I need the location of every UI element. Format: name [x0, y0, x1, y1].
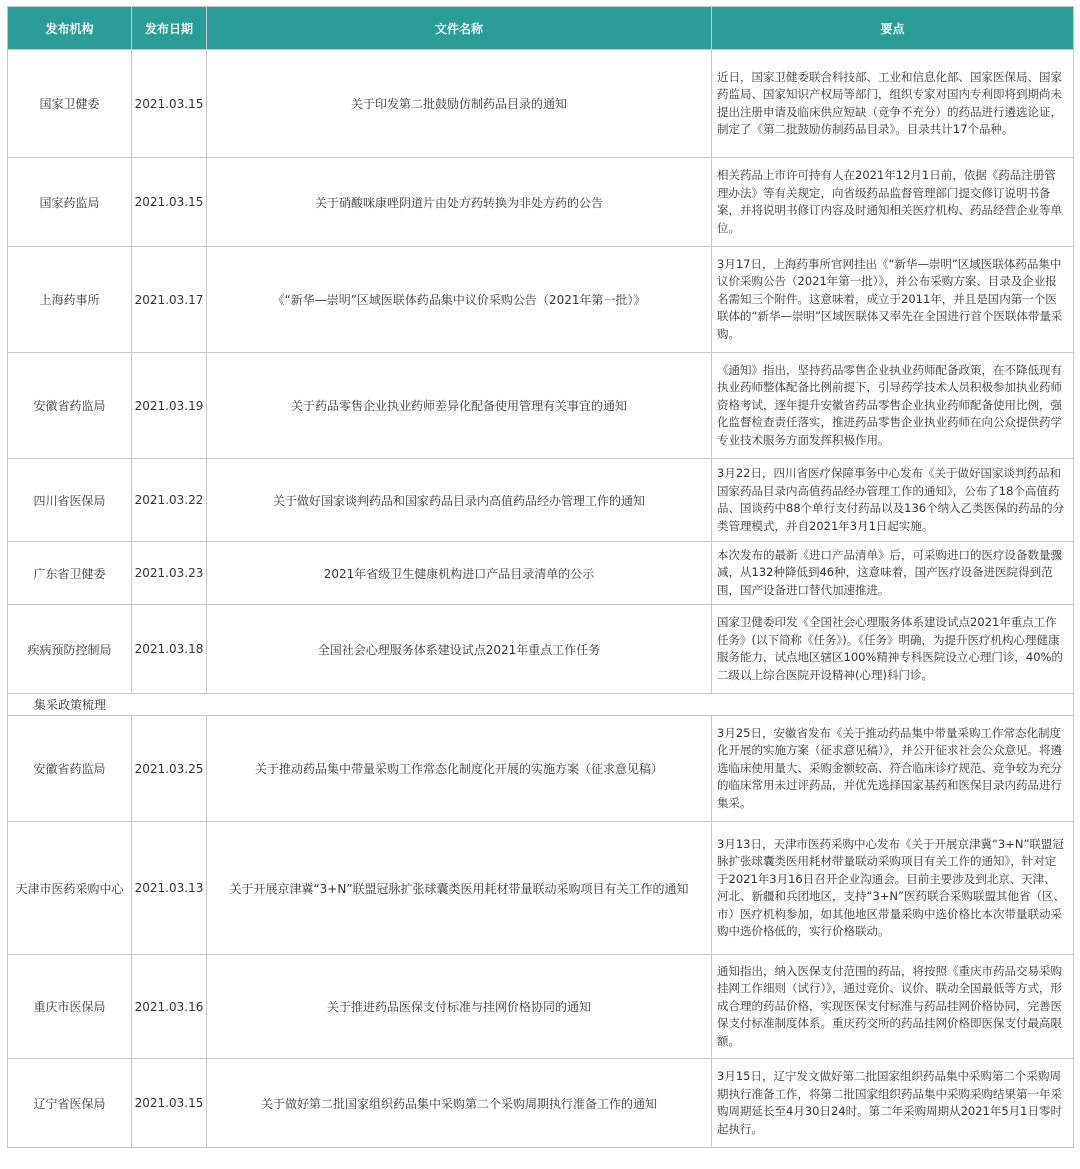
table-row	[8, 50, 1074, 158]
cell-title: 全国社会心理服务体系建设试点2021年重点工作任务	[207, 605, 712, 694]
section-row	[8, 694, 1074, 716]
cell-org: 天津市医药采购中心	[8, 822, 132, 955]
table-row	[8, 605, 1074, 694]
cell-org: 国家药监局	[8, 158, 132, 247]
cell-date: 2021.03.17	[132, 247, 207, 353]
cell-date: 2021.03.13	[132, 822, 207, 955]
cell-org: 辽宁省医保局	[8, 1059, 132, 1148]
cell-date: 2021.03.15	[132, 158, 207, 247]
cell-org: 安徽省药监局	[8, 716, 132, 822]
header-org: 发布机构	[8, 7, 132, 50]
table-row	[8, 1059, 1074, 1148]
cell-date: 2021.03.15	[132, 50, 207, 158]
table-header-row	[8, 7, 1074, 50]
cell-title: 关于做好第二批国家组织药品集中采购第二个采购周期执行准备工作的通知	[207, 1059, 712, 1148]
cell-date: 2021.03.15	[132, 1059, 207, 1148]
cell-org: 国家卫健委	[8, 50, 132, 158]
cell-date: 2021.03.19	[132, 353, 207, 459]
cell-title: 关于印发第二批鼓励仿制药品目录的通知	[207, 50, 712, 158]
cell-points: 3月13日，天津市医药采购中心发布《关于开展京津冀“3+N”联盟冠脉扩张球囊类医用耗材带量联动采购项目有关工作的通知》，针对定于2021年3月16日召开企业沟通会。目前主要涉及到北京、天津、河北、新疆和兵团地区，支持“3+N”医药联合采购联盟其他省（区、市）医疗机构参加，如其他地区带量采购中选价格比本次带量联动采购中选价格低的，实行价格联动。	[712, 822, 1074, 955]
cell-date: 2021.03.25	[132, 716, 207, 822]
table-row	[8, 247, 1074, 353]
cell-points: 3月25日，安徽省发布《关于推动药品集中带量采购工作常态化制度化开展的实施方案（征求意见稿）》，并公开征求社会公众意见。将遴选临床使用量大、采购金额较高、符合临床诊疗规范、竞争较为充分的临床常用未过评药品，并优先选择国家基药和医保目录内药品进行集采。	[712, 716, 1074, 822]
cell-title: 关于做好国家谈判药品和国家药品目录内高值药品经办管理工作的通知	[207, 459, 712, 542]
table-row	[8, 716, 1074, 822]
table-row	[8, 158, 1074, 247]
cell-org: 安徽省药监局	[8, 353, 132, 459]
header-title: 文件名称	[207, 7, 712, 50]
table-row	[8, 353, 1074, 459]
cell-points: 近日，国家卫健委联合科技部、工业和信息化部、国家医保局、国家药监局、国家知识产权局等部门，组织专家对国内专利即将到期尚未提出注册申请及临床供应短缺（竞争不充分）的药品进行遴选论证，制定了《第二批鼓励仿制药品目录》。目录共计17个品种。	[712, 50, 1074, 158]
cell-title: 关于开展京津冀“3+N”联盟冠脉扩张球囊类医用耗材带量联动采购项目有关工作的通知	[207, 822, 712, 955]
table-row	[8, 822, 1074, 955]
table-row	[8, 459, 1074, 542]
cell-date: 2021.03.23	[132, 542, 207, 605]
cell-date: 2021.03.18	[132, 605, 207, 694]
table-row	[8, 955, 1074, 1059]
cell-title: 《“新华—崇明”区域医联体药品集中议价采购公告（2021年第一批）》	[207, 247, 712, 353]
cell-title: 关于推进药品医保支付标准与挂网价格协同的通知	[207, 955, 712, 1059]
policy-table-container	[7, 6, 1073, 1148]
cell-date: 2021.03.16	[132, 955, 207, 1059]
cell-points: 3月17日，上海药事所官网挂出《“新华—崇明”区域医联体药品集中议价采购公告（2021年第一批）》，并公布采购方案、目录及企业报名需知三个附件。这意味着，成立于2011年，并且是国内第一个医联体的“新华—崇明”区域医联体又率先在全国进行首个医联体带量采购。	[712, 247, 1074, 353]
cell-title: 关于药品零售企业执业药师差异化配备使用管理有关事宜的通知	[207, 353, 712, 459]
cell-title: 2021年省级卫生健康机构进口产品目录清单的公示	[207, 542, 712, 605]
cell-title: 关于硝酸咪康唑阴道片由处方药转换为非处方药的公告	[207, 158, 712, 247]
header-date: 发布日期	[132, 7, 207, 50]
cell-date: 2021.03.22	[132, 459, 207, 542]
cell-org: 上海药事所	[8, 247, 132, 353]
cell-org: 广东省卫健委	[8, 542, 132, 605]
cell-points: 国家卫健委印发《全国社会心理服务体系建设试点2021年重点工作任务》(以下简称《任务》)。《任务》明确，为提升医疗机构心理健康服务能力，试点地区辖区100%精神专科医院设立心理门诊，40%的二级以上综合医院开设精神(心理)科门诊。	[712, 605, 1074, 694]
cell-points: 3月22日，四川省医疗保障事务中心发布《关于做好国家谈判药品和国家药品目录内高值药品经办管理工作的通知》，公布了18个高值药品、国谈药中88个单行支付药品以及136个纳入乙类医保的药品的分类管理模式，并自2021年3月1日起实施。	[712, 459, 1074, 542]
cell-points: 通知指出，纳入医保支付范围的药品，将按照《重庆市药品交易采购挂网工作细则（试行）》，通过竞价、议价、联动全国最低等方式，形成合理的药品价格，实现医保支付标准与药品挂网价格协同，完善医保支付标准制度体系。重庆药交所的药品挂网价格即医保支付最高限额。	[712, 955, 1074, 1059]
cell-points: 本次发布的最新《进口产品清单》后，可采购进口的医疗设备数量骤减，从132种降低到46种，这意味着，国产医疗设备进医院得到范围，国产设备进口替代加速推进。	[712, 542, 1074, 605]
policy-table	[7, 6, 1074, 1148]
section-label: 集采政策梳理	[8, 694, 1074, 716]
header-points: 要点	[712, 7, 1074, 50]
cell-org: 四川省医保局	[8, 459, 132, 542]
cell-org: 重庆市医保局	[8, 955, 132, 1059]
cell-points: 《通知》指出，坚持药品零售企业执业药师配备政策，在不降低现有执业药师整体配备比例前提下，引导药学技术人员积极参加执业药师资格考试，逐年提升安徽省药品零售企业执业药师配备使用比例，强化监督检查责任落实，推进药品零售企业执业药师在向公众提供药学专业技术服务方面发挥积极作用。	[712, 353, 1074, 459]
table-row	[8, 542, 1074, 605]
cell-points: 相关药品上市许可持有人在2021年12月1日前，依据《药品注册管理办法》等有关规定，向省级药品监督管理部门提交修订说明书备案，并将说明书修订内容及时通知相关医疗机构、药品经营企业等单位。	[712, 158, 1074, 247]
cell-title: 关于推动药品集中带量采购工作常态化制度化开展的实施方案（征求意见稿）	[207, 716, 712, 822]
cell-org: 疾病预防控制局	[8, 605, 132, 694]
cell-points: 3月15日，辽宁发文做好第二批国家组织药品集中采购第二个采购周期执行准备工作，将第二批国家组织药品集中采购采购结果第一年采购周期延长至4月30日24时。第二年采购周期从2021年5月1日零时起执行。	[712, 1059, 1074, 1148]
